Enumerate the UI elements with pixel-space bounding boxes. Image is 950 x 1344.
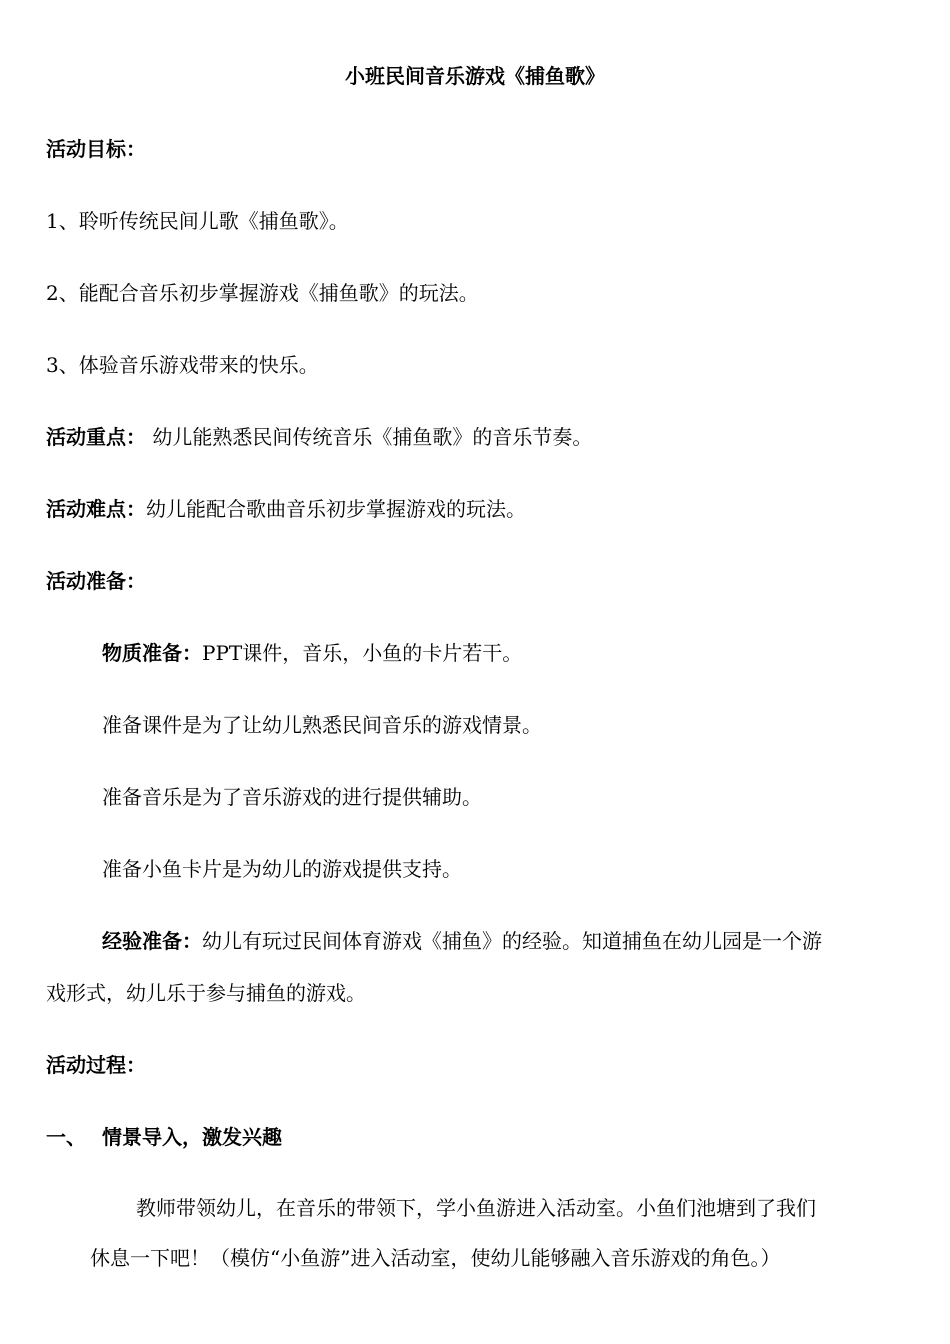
section-1-paragraph-line-2: 休息一下吧！（模仿“小鱼游”进入活动室，使幼儿能够融入音乐游戏的角色。） [90, 1246, 781, 1270]
experience-text-line-2: 戏形式，幼儿乐于参与捕鱼的游戏。 [46, 981, 366, 1005]
material-note-1: 准备课件是为了让幼儿熟悉民间音乐的游戏情景。 [102, 713, 542, 737]
material-label: 物质准备： [102, 641, 202, 665]
difficulty-paragraph [46, 495, 526, 523]
experience-label: 经验准备： [102, 929, 202, 953]
process-heading: 活动过程： [46, 1053, 146, 1077]
difficulty-label: 活动难点： [46, 497, 146, 521]
goals-heading: 活动目标： [46, 137, 146, 161]
material-note-3: 准备小鱼卡片是为幼儿的游戏提供支持。 [102, 857, 462, 881]
goal-item-3: 3、体验音乐游戏带来的快乐。 [46, 353, 319, 377]
goal-item-1: 1、聆听传统民间儿歌《捕鱼歌》。 [46, 209, 349, 233]
experience-paragraph [102, 927, 822, 955]
key-point-text: 幼儿能熟悉民间传统音乐《捕鱼歌》的音乐节奏。 [146, 425, 593, 449]
material-note-2: 准备音乐是为了音乐游戏的进行提供辅助。 [102, 785, 482, 809]
key-point-label: 活动重点： [46, 425, 146, 449]
difficulty-text: 幼儿能配合歌曲音乐初步掌握游戏的玩法。 [146, 497, 526, 521]
material-paragraph [102, 639, 522, 667]
preparation-heading: 活动准备： [46, 569, 146, 593]
experience-text-line-1: 幼儿有玩过民间体育游戏《捕鱼》的经验。知道捕鱼在幼儿园是一个游 [202, 929, 822, 953]
section-1-number: 一、 [46, 1125, 86, 1149]
material-text: PPT课件，音乐，小鱼的卡片若干。 [202, 641, 523, 665]
section-1-title: 情景导入，激发兴趣 [102, 1125, 282, 1149]
section-1-paragraph-line-1: 教师带领幼儿，在音乐的带领下，学小鱼游进入活动室。小鱼们池塘到了我们 [136, 1196, 816, 1220]
document-title: 小班民间音乐游戏《捕鱼歌》 [345, 64, 605, 88]
key-point-paragraph [46, 423, 592, 451]
goal-item-2: 2、能配合音乐初步掌握游戏《捕鱼歌》的玩法。 [46, 281, 479, 305]
